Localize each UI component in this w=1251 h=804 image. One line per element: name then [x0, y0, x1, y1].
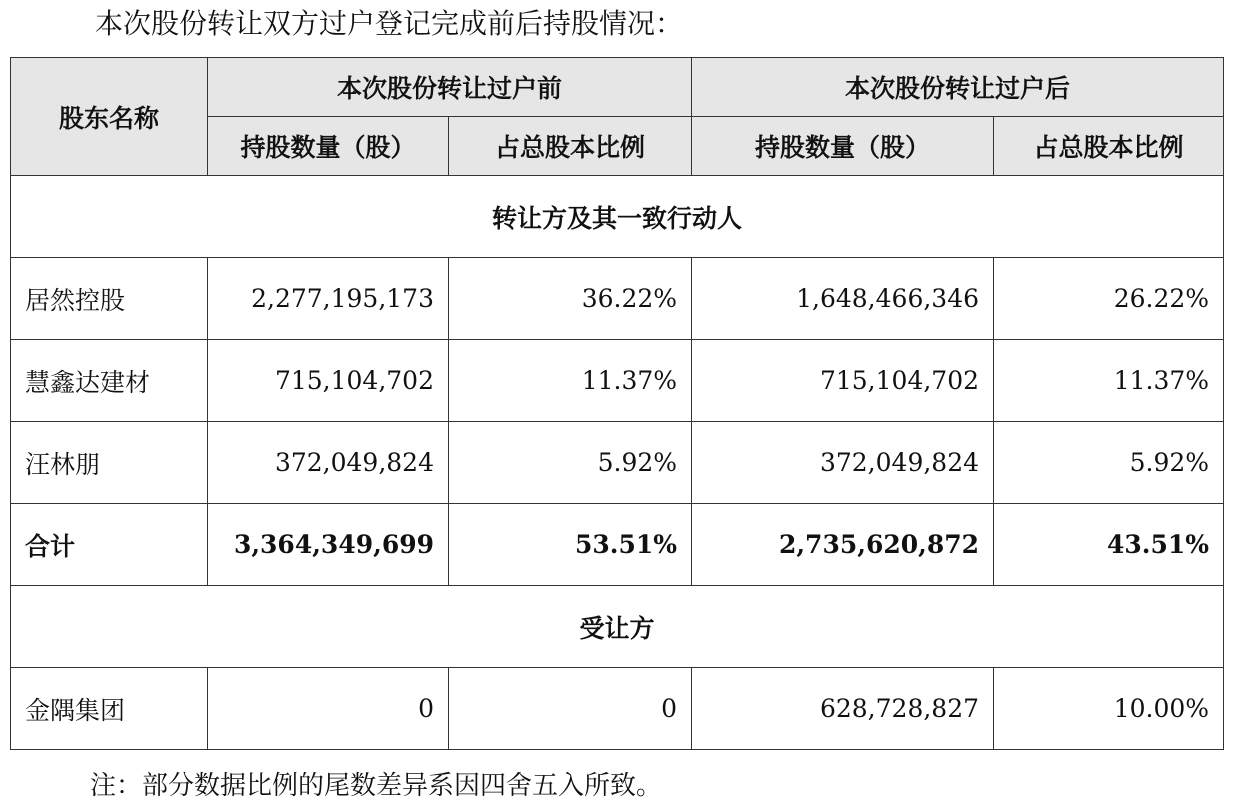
section-row-transferee	[11, 586, 1224, 668]
table-row	[11, 422, 1224, 504]
total-before-ratio: 53.51%	[449, 504, 692, 586]
header-before-transfer: 本次股份转让过户前	[208, 58, 692, 117]
header-after-shares: 持股数量（股）	[692, 117, 994, 176]
before-shares: 2,277,195,173	[208, 258, 449, 340]
header-after-ratio: 占总股本比例	[994, 117, 1224, 176]
total-label: 合计	[11, 504, 208, 586]
total-after-shares: 2,735,620,872	[692, 504, 994, 586]
total-after-ratio: 43.51%	[994, 504, 1224, 586]
before-shares: 372,049,824	[208, 422, 449, 504]
before-ratio: 11.37%	[449, 340, 692, 422]
header-shareholder-name: 股东名称	[11, 58, 208, 176]
after-shares: 1,648,466,346	[692, 258, 994, 340]
before-ratio: 0	[449, 668, 692, 750]
shareholder-name: 金隅集团	[11, 668, 208, 750]
after-ratio: 5.92%	[994, 422, 1224, 504]
header-before-ratio: 占总股本比例	[449, 117, 692, 176]
section-title: 受让方	[11, 586, 1224, 668]
shareholder-name: 汪林朋	[11, 422, 208, 504]
footnote: 注：部分数据比例的尾数差异系因四舍五入所致。	[90, 771, 663, 801]
after-ratio: 10.00%	[994, 668, 1224, 750]
before-ratio: 36.22%	[449, 258, 692, 340]
before-ratio: 5.92%	[449, 422, 692, 504]
shareholder-name: 居然控股	[11, 258, 208, 340]
section-title: 转让方及其一致行动人	[11, 176, 1224, 258]
after-ratio: 11.37%	[994, 340, 1224, 422]
table-row	[11, 668, 1224, 750]
section-row-transferor	[11, 176, 1224, 258]
after-shares: 715,104,702	[692, 340, 994, 422]
after-shares: 628,728,827	[692, 668, 994, 750]
after-shares: 372,049,824	[692, 422, 994, 504]
header-before-shares: 持股数量（股）	[208, 117, 449, 176]
total-row	[11, 504, 1224, 586]
total-before-shares: 3,364,349,699	[208, 504, 449, 586]
before-shares: 715,104,702	[208, 340, 449, 422]
shareholding-table	[10, 57, 1224, 750]
intro-text: 本次股份转让双方过户登记完成前后持股情况：	[95, 7, 684, 40]
table-row	[11, 258, 1224, 340]
after-ratio: 26.22%	[994, 258, 1224, 340]
table-row	[11, 340, 1224, 422]
header-after-transfer: 本次股份转让过户后	[692, 58, 1224, 117]
header-row-1	[11, 58, 1224, 117]
shareholder-name: 慧鑫达建材	[11, 340, 208, 422]
before-shares: 0	[208, 668, 449, 750]
